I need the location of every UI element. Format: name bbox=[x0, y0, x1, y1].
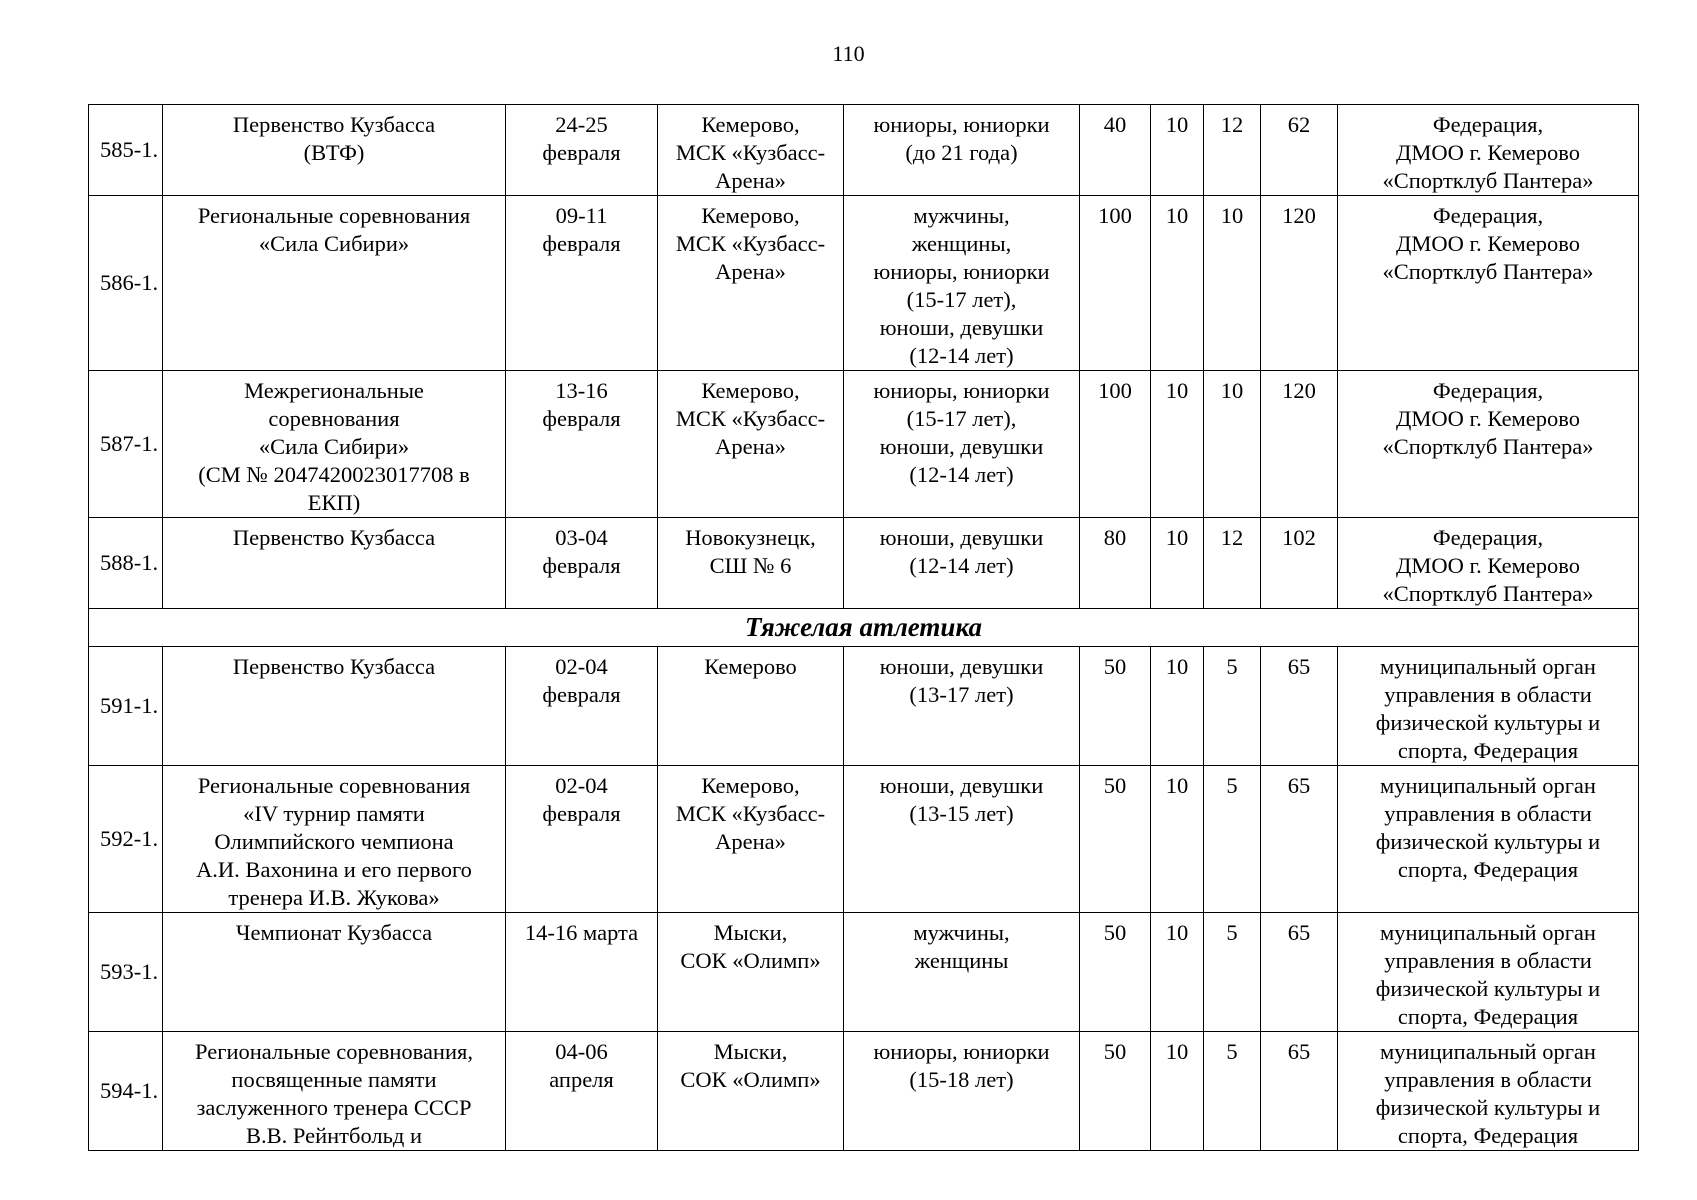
table-row bbox=[89, 371, 1639, 518]
count-total: 62 bbox=[1261, 105, 1338, 196]
event-dates-line: февраля bbox=[542, 140, 621, 165]
event-participants-line: (15-17 лет), bbox=[906, 287, 1017, 312]
page-number: 110 bbox=[832, 41, 865, 66]
event-participants-line: (12-14 лет) bbox=[909, 553, 1014, 578]
event-number: 587-1. bbox=[89, 371, 163, 518]
event-participants-line: (до 21 года) bbox=[905, 140, 1018, 165]
event-participants bbox=[844, 766, 1080, 913]
event-place-line: МСК «Кузбасс- bbox=[675, 801, 826, 826]
section-title: Тяжелая атлетика bbox=[745, 611, 982, 642]
event-name-line: Межрегиональные bbox=[244, 378, 424, 403]
count-total: 65 bbox=[1261, 647, 1338, 766]
count-judges: 10 bbox=[1151, 1032, 1204, 1151]
event-place-line: Арена» bbox=[715, 829, 786, 854]
event-name bbox=[163, 647, 506, 766]
event-organizer bbox=[1338, 196, 1639, 371]
event-name-line: заслуженного тренера СССР bbox=[196, 1095, 472, 1120]
event-participants-line: (13-15 лет) bbox=[909, 801, 1014, 826]
event-organizer bbox=[1338, 371, 1639, 518]
event-name-line: Первенство Кузбасса bbox=[232, 112, 436, 137]
event-name bbox=[163, 105, 506, 196]
event-dates-line: февраля bbox=[542, 801, 621, 826]
event-place-line: МСК «Кузбасс- bbox=[675, 231, 826, 256]
event-dates-line: 04-06 bbox=[555, 1039, 608, 1064]
event-participants-line: юниоры, юниорки bbox=[873, 1039, 1050, 1064]
event-organizer-line: спорта, Федерация bbox=[1397, 1004, 1579, 1029]
event-dates bbox=[506, 766, 658, 913]
table-row bbox=[89, 647, 1639, 766]
event-name-line: Олимпийского чемпиона bbox=[214, 829, 454, 854]
event-dates bbox=[506, 196, 658, 371]
event-name-line: «Сила Сибири» bbox=[258, 434, 410, 459]
event-organizer-line: управления в области bbox=[1384, 948, 1592, 973]
event-participants bbox=[844, 196, 1080, 371]
event-participants-line: юниоры, юниорки bbox=[873, 378, 1050, 403]
event-organizer-line: Федерация, bbox=[1432, 525, 1544, 550]
table-row bbox=[89, 766, 1639, 913]
event-participants-line: мужчины, bbox=[913, 920, 1010, 945]
event-organizer bbox=[1338, 518, 1639, 609]
event-participants bbox=[844, 105, 1080, 196]
event-participants bbox=[844, 518, 1080, 609]
event-participants-line: юниоры, юниорки bbox=[873, 259, 1050, 284]
event-place-line: СШ № 6 bbox=[709, 553, 792, 578]
event-dates-line: 03-04 bbox=[555, 525, 608, 550]
event-name bbox=[163, 913, 506, 1032]
count-total: 120 bbox=[1261, 371, 1338, 518]
event-organizer-line: физической культуры и bbox=[1375, 710, 1601, 735]
event-organizer-line: «Спортклуб Пантера» bbox=[1382, 434, 1594, 459]
event-name-line: (ВТФ) bbox=[303, 140, 365, 165]
count-athletes: 50 bbox=[1080, 766, 1151, 913]
event-participants-line: (12-14 лет) bbox=[909, 343, 1014, 368]
event-dates bbox=[506, 647, 658, 766]
table-row bbox=[89, 196, 1639, 371]
event-number: 591-1. bbox=[89, 647, 163, 766]
event-name-line: Первенство Кузбасса bbox=[232, 654, 436, 679]
count-coaches: 10 bbox=[1204, 196, 1261, 371]
event-place-line: Мыски, bbox=[713, 1039, 788, 1064]
event-name bbox=[163, 766, 506, 913]
count-judges: 10 bbox=[1151, 371, 1204, 518]
event-organizer bbox=[1338, 913, 1639, 1032]
event-place-line: Мыски, bbox=[713, 920, 788, 945]
event-organizer-line: ДМОО г. Кемерово bbox=[1396, 231, 1580, 256]
event-name-line: Региональные соревнования bbox=[197, 773, 471, 798]
events-group-top bbox=[89, 105, 1639, 609]
event-place-line: Новокузнецк, bbox=[685, 525, 816, 550]
event-place bbox=[658, 371, 844, 518]
event-dates bbox=[506, 1032, 658, 1151]
count-athletes: 100 bbox=[1080, 371, 1151, 518]
event-place-line: Кемерово, bbox=[701, 773, 800, 798]
count-judges: 10 bbox=[1151, 518, 1204, 609]
count-coaches: 5 bbox=[1204, 647, 1261, 766]
event-name-line: «IV турнир памяти bbox=[243, 801, 425, 826]
event-participants-line: юноши, девушки bbox=[879, 773, 1044, 798]
event-place bbox=[658, 1032, 844, 1151]
event-dates-line: февраля bbox=[542, 406, 621, 431]
count-judges: 10 bbox=[1151, 913, 1204, 1032]
count-coaches: 10 bbox=[1204, 371, 1261, 518]
event-organizer-line: ДМОО г. Кемерово bbox=[1396, 553, 1580, 578]
event-organizer bbox=[1338, 105, 1639, 196]
event-place bbox=[658, 105, 844, 196]
event-participants-line: юноши, девушки bbox=[879, 434, 1044, 459]
event-participants-line: юниоры, юниорки bbox=[873, 112, 1050, 137]
event-number: 594-1. bbox=[89, 1032, 163, 1151]
event-number: 593-1. bbox=[89, 913, 163, 1032]
events-group-bottom bbox=[89, 647, 1639, 1151]
event-participants-line: (15-17 лет), bbox=[906, 406, 1017, 431]
event-number: 588-1. bbox=[89, 518, 163, 609]
count-judges: 10 bbox=[1151, 766, 1204, 913]
event-dates-line: 02-04 bbox=[555, 654, 608, 679]
event-organizer-line: Федерация, bbox=[1432, 112, 1544, 137]
event-organizer-line: управления в области bbox=[1384, 1067, 1592, 1092]
event-name-line: посвященные памяти bbox=[231, 1067, 437, 1092]
event-organizer-line: спорта, Федерация bbox=[1397, 857, 1579, 882]
count-judges: 10 bbox=[1151, 105, 1204, 196]
event-organizer-line: ДМОО г. Кемерово bbox=[1396, 406, 1580, 431]
count-total: 120 bbox=[1261, 196, 1338, 371]
event-place bbox=[658, 913, 844, 1032]
event-participants-line: женщины bbox=[914, 948, 1009, 973]
event-organizer-line: спорта, Федерация bbox=[1397, 738, 1579, 763]
count-total: 65 bbox=[1261, 766, 1338, 913]
event-participants-line: (13-17 лет) bbox=[909, 682, 1014, 707]
table-row bbox=[89, 105, 1639, 196]
event-participants-line: юноши, девушки bbox=[879, 654, 1044, 679]
event-number: 586-1. bbox=[89, 196, 163, 371]
event-dates-line: февраля bbox=[542, 231, 621, 256]
event-place bbox=[658, 766, 844, 913]
event-dates bbox=[506, 105, 658, 196]
count-athletes: 50 bbox=[1080, 647, 1151, 766]
event-participants-line: (15-18 лет) bbox=[909, 1067, 1014, 1092]
section-row bbox=[89, 609, 1639, 647]
event-organizer-line: «Спортклуб Пантера» bbox=[1382, 581, 1594, 606]
event-organizer bbox=[1338, 1032, 1639, 1151]
count-coaches: 5 bbox=[1204, 913, 1261, 1032]
event-participants bbox=[844, 647, 1080, 766]
event-place-line: СОК «Олимп» bbox=[680, 1067, 821, 1092]
event-place bbox=[658, 196, 844, 371]
event-organizer-line: спорта, Федерация bbox=[1397, 1123, 1579, 1148]
event-place-line: МСК «Кузбасс- bbox=[675, 140, 826, 165]
event-organizer-line: муниципальный орган bbox=[1380, 920, 1596, 945]
event-place bbox=[658, 518, 844, 609]
event-dates-line: 14-16 марта bbox=[524, 920, 639, 945]
event-organizer-line: управления в области bbox=[1384, 801, 1592, 826]
section-header bbox=[89, 609, 1639, 647]
count-total: 65 bbox=[1261, 913, 1338, 1032]
event-name-line: (СМ № 2047420023017708 в bbox=[198, 462, 470, 487]
count-judges: 10 bbox=[1151, 647, 1204, 766]
event-place-line: Кемерово, bbox=[701, 112, 800, 137]
event-name-line: Региональные соревнования bbox=[197, 203, 471, 228]
event-organizer-line: Федерация, bbox=[1432, 203, 1544, 228]
event-place-line: Арена» bbox=[715, 434, 786, 459]
event-place-line: Кемерово bbox=[704, 654, 797, 679]
event-dates bbox=[506, 913, 658, 1032]
count-coaches: 12 bbox=[1204, 105, 1261, 196]
count-athletes: 40 bbox=[1080, 105, 1151, 196]
event-number: 585-1. bbox=[89, 105, 163, 196]
count-coaches: 12 bbox=[1204, 518, 1261, 609]
event-organizer bbox=[1338, 647, 1639, 766]
event-organizer-line: муниципальный орган bbox=[1380, 1039, 1596, 1064]
event-organizer-line: «Спортклуб Пантера» bbox=[1382, 168, 1594, 193]
event-place bbox=[658, 647, 844, 766]
count-athletes: 50 bbox=[1080, 913, 1151, 1032]
event-dates bbox=[506, 518, 658, 609]
event-organizer-line: физической культуры и bbox=[1375, 976, 1601, 1001]
count-coaches: 5 bbox=[1204, 1032, 1261, 1151]
event-name-line: ЕКП) bbox=[307, 490, 361, 515]
event-dates-line: февраля bbox=[542, 553, 621, 578]
event-name-line: тренера И.В. Жукова» bbox=[228, 885, 440, 910]
event-dates-line: 24-25 bbox=[555, 112, 608, 137]
event-place-line: Кемерово, bbox=[701, 203, 800, 228]
event-participants-line: женщины, bbox=[911, 231, 1012, 256]
event-name bbox=[163, 196, 506, 371]
event-dates-line: 09-11 bbox=[555, 203, 608, 228]
count-coaches: 5 bbox=[1204, 766, 1261, 913]
event-place-line: Арена» bbox=[715, 259, 786, 284]
event-dates-line: февраля bbox=[542, 682, 621, 707]
event-organizer-line: ДМОО г. Кемерово bbox=[1396, 140, 1580, 165]
event-name-line: Первенство Кузбасса bbox=[232, 525, 436, 550]
count-athletes: 80 bbox=[1080, 518, 1151, 609]
event-organizer-line: управления в области bbox=[1384, 682, 1592, 707]
event-name-line: «Сила Сибири» bbox=[258, 231, 410, 256]
table-row bbox=[89, 518, 1639, 609]
count-judges: 10 bbox=[1151, 196, 1204, 371]
event-organizer-line: Федерация, bbox=[1432, 378, 1544, 403]
event-name bbox=[163, 371, 506, 518]
count-athletes: 50 bbox=[1080, 1032, 1151, 1151]
event-organizer-line: муниципальный орган bbox=[1380, 654, 1596, 679]
events-table bbox=[88, 104, 1639, 1151]
event-name bbox=[163, 518, 506, 609]
section-cell bbox=[89, 609, 1639, 647]
count-athletes: 100 bbox=[1080, 196, 1151, 371]
event-number: 592-1. bbox=[89, 766, 163, 913]
event-participants bbox=[844, 371, 1080, 518]
event-name-line: Региональные соревнования, bbox=[195, 1039, 473, 1064]
event-organizer-line: физической культуры и bbox=[1375, 1095, 1601, 1120]
event-participants-line: юноши, девушки bbox=[879, 525, 1044, 550]
event-name-line: Чемпионат Кузбасса bbox=[235, 920, 433, 945]
event-name bbox=[163, 1032, 506, 1151]
event-participants-line: юноши, девушки bbox=[879, 315, 1044, 340]
count-total: 102 bbox=[1261, 518, 1338, 609]
event-participants bbox=[844, 913, 1080, 1032]
event-organizer bbox=[1338, 766, 1639, 913]
event-participants bbox=[844, 1032, 1080, 1151]
event-dates-line: 13-16 bbox=[555, 378, 608, 403]
table-row bbox=[89, 913, 1639, 1032]
event-place-line: Арена» bbox=[715, 168, 786, 193]
event-dates-line: апреля bbox=[549, 1067, 614, 1092]
event-name-line: А.И. Вахонина и его первого bbox=[196, 857, 472, 882]
event-organizer-line: «Спортклуб Пантера» bbox=[1382, 259, 1594, 284]
event-organizer-line: муниципальный орган bbox=[1380, 773, 1596, 798]
table-row bbox=[89, 1032, 1639, 1151]
event-participants-line: мужчины, bbox=[913, 203, 1010, 228]
event-dates bbox=[506, 371, 658, 518]
event-place-line: Кемерово, bbox=[701, 378, 800, 403]
event-participants-line: (12-14 лет) bbox=[909, 462, 1014, 487]
event-dates-line: 02-04 bbox=[555, 773, 608, 798]
event-name-line: соревнования bbox=[268, 406, 400, 431]
count-total: 65 bbox=[1261, 1032, 1338, 1151]
event-organizer-line: физической культуры и bbox=[1375, 829, 1601, 854]
event-name-line: В.В. Рейнтбольд и bbox=[245, 1123, 422, 1148]
event-place-line: МСК «Кузбасс- bbox=[675, 406, 826, 431]
event-place-line: СОК «Олимп» bbox=[680, 948, 821, 973]
